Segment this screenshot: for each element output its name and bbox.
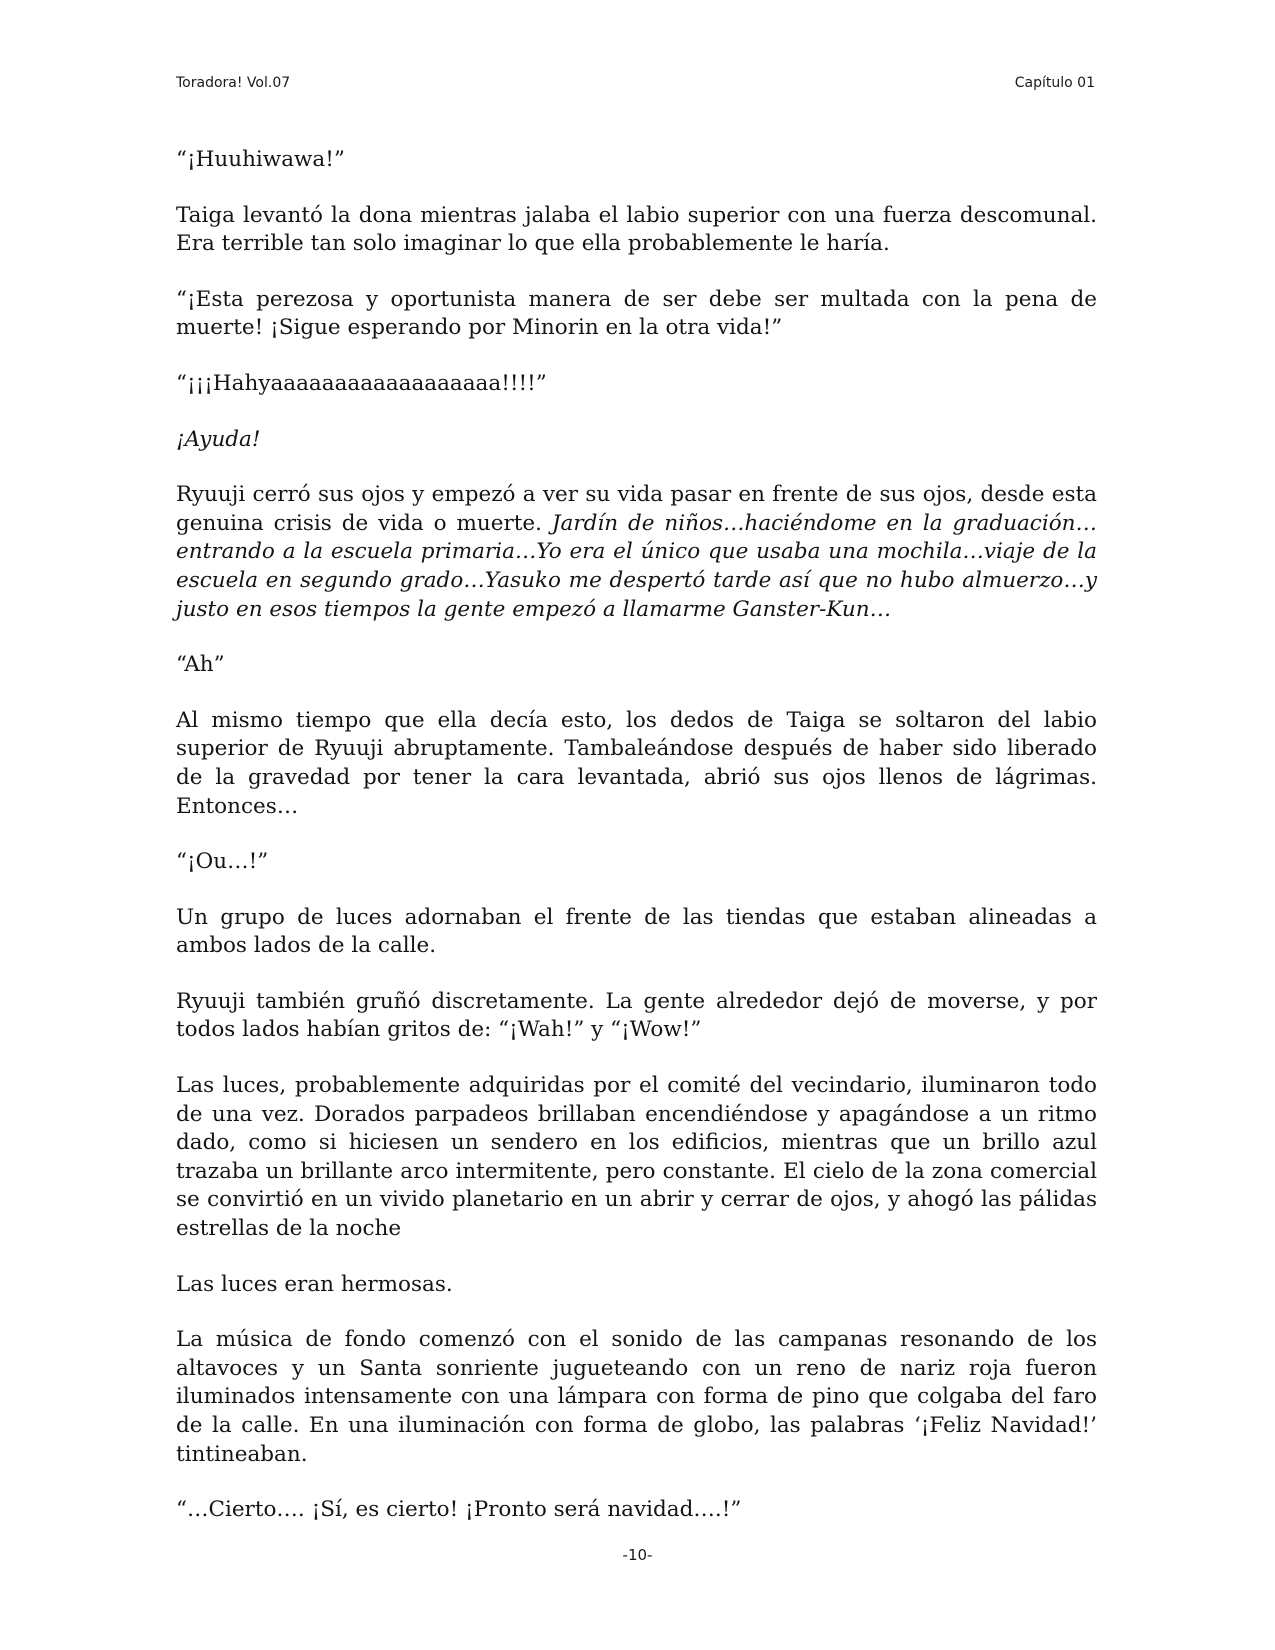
paragraph-6-italic: Jardín de niños…haciéndome en la graduación…entrando a la escuela primaria…Yo era el único que usaba una mochila…viaje de la escuela en segundo grado…Yasuko me despertó tarde así que no hubo almuerzo…y justo en esos tiempos la gente empezó a llamarme Ganster-Kun… — [176, 510, 1097, 622]
paragraph-1: “¡Huuhiwawa!” — [176, 147, 345, 172]
page-body — [176, 146, 1097, 1552]
paragraph-10: Un grupo de luces adornaban el frente de las tiendas que estaban alineadas a ambos lados de la calle. — [176, 904, 1097, 959]
paragraph-3: “¡Esta perezosa y oportunista manera de ser debe ser multada con la pena de muerte! ¡Sigue esperando por Minorin en la otra vida!” — [176, 286, 1097, 341]
paragraph-12: Las luces, probablemente adquiridas por el comité del vecindario, iluminaron todo de una vez. Dorados parpadeos brillaban encendiéndose y apagándose a un ritmo dado, como si hiciesen un sendero en los edificios, mientras que un brillo azul trazaba un brillante arco intermitente, pero constante. El cielo de la zona comercial se convirtió en un vivido planetario en un abrir y cerrar de ojos, y ahogó las pálidas estrellas de la noche — [176, 1073, 1097, 1242]
paragraph-15: “…Cierto…. ¡Sí, es cierto! ¡Pronto será navidad….!” — [176, 1497, 742, 1523]
paragraph-2: Taiga levantó la dona mientras jalaba el labio superior con una fuerza descomunal. Era terrible tan solo imaginar lo que ella probablemente le haría. — [176, 202, 1097, 257]
page-number: -10- — [622, 1546, 653, 1564]
paragraph-14: La música de fondo comenzó con el sonido de las campanas resonando de los altavoces y un Santa sonriente jugueteando con un reno de nariz roja fueron iluminados intensamente con una lámpara con forma de pino que colgaba del faro de la calle. En una iluminación con forma de globo, las palabras ‘¡Feliz Navidad!’ tintineaban. — [176, 1327, 1097, 1467]
paragraph-6-plain: Ryuuji cerró sus ojos y empezó a ver su vida pasar en frente de sus ojos, desde esta genuina crisis de vida o muerte. — [176, 482, 1097, 536]
paragraph-9: “¡Ou…!” — [176, 849, 269, 875]
paragraph-5: ¡Ayuda! — [176, 426, 261, 452]
paragraph-8: Al mismo tiempo que ella decía esto, los dedos de Taiga se soltaron del labio superior de Ryuuji abruptamente. Tambaleándose después de haber sido liberado de la gravedad por tener la cara levantada, abrió sus ojos llenos de lágrimas. Entonces… — [176, 707, 1097, 819]
paragraph-11: Ryuuji también gruñó discretamente. La gente alrededor dejó de moverse, y por todos lados habían gritos de: “¡Wah!” y “¡Wow!” — [176, 988, 1097, 1043]
paragraph-4: “¡¡¡Hahyaaaaaaaaaaaaaaaaaa!!!!” — [176, 370, 547, 396]
running-header-title: Toradora! Vol.07 — [176, 75, 291, 91]
running-header-chapter: Capítulo 01 — [1014, 75, 1095, 91]
paragraph-6 — [176, 481, 1097, 624]
paragraph-13: Las luces eran hermosas. — [176, 1271, 453, 1297]
paragraph-7: “Ah” — [176, 652, 225, 678]
